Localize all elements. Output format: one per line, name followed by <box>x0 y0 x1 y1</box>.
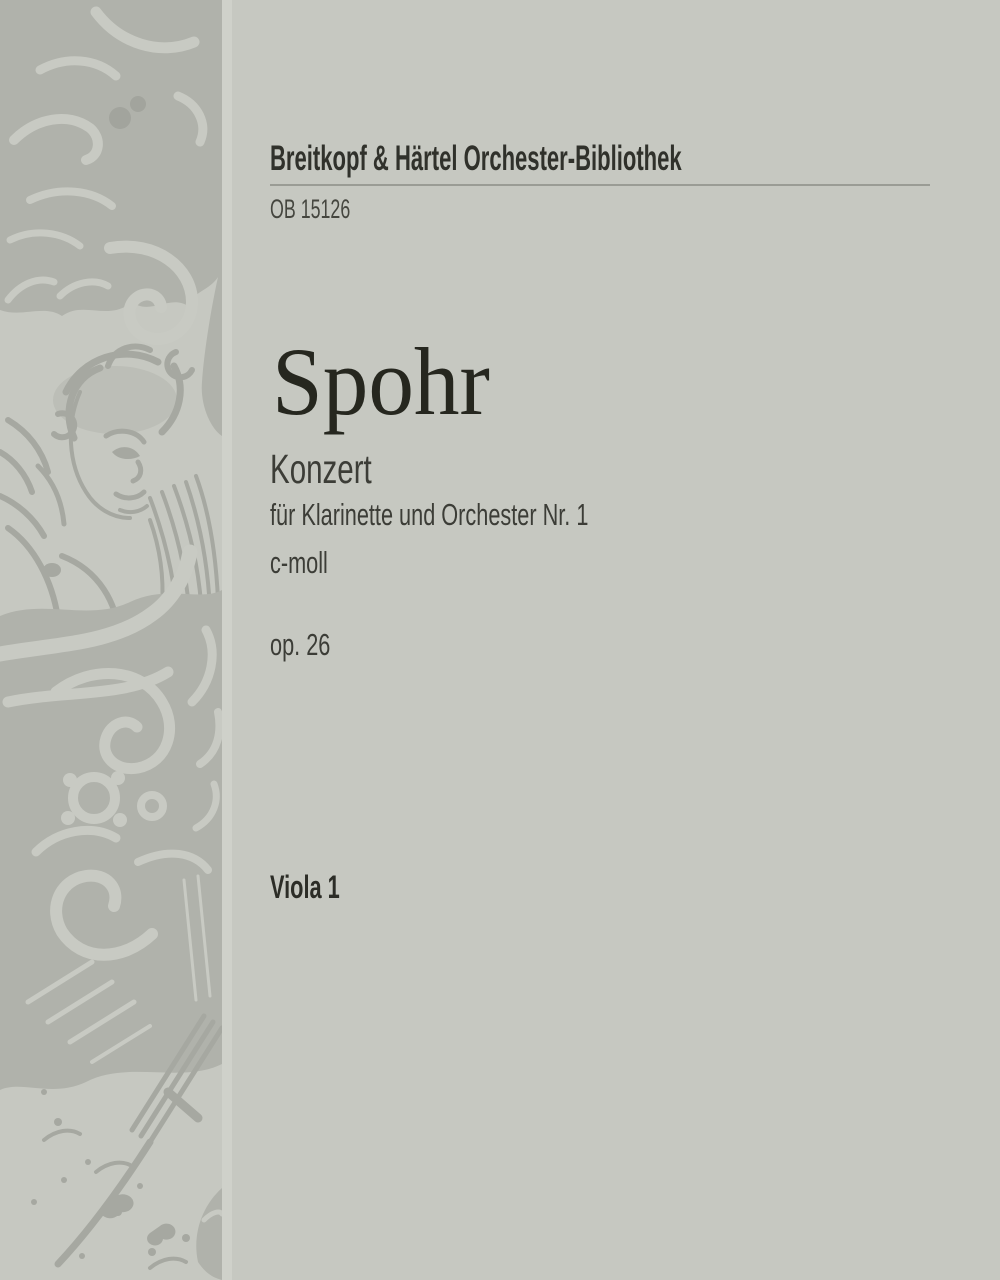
opus-number <box>270 629 356 660</box>
work-title-text: Konzert <box>270 446 372 492</box>
header-rule <box>270 184 930 186</box>
catalog-number-text: OB 15126 <box>270 194 351 224</box>
publisher-series-text: Breitkopf & Härtel Orchester-Bibliothek <box>270 139 682 178</box>
composer-name-text: Spohr <box>272 328 490 435</box>
work-key <box>270 547 353 578</box>
part-name-label <box>270 871 373 903</box>
work-key-text: c-moll <box>270 545 328 580</box>
composer-name <box>272 328 501 435</box>
band-divider-strip <box>222 0 232 1280</box>
work-title <box>270 446 411 492</box>
part-name-text: Viola 1 <box>270 869 340 905</box>
ornament-middle-scrolls <box>0 552 222 1090</box>
catalog-number <box>270 196 392 223</box>
opus-number-text: op. 26 <box>270 627 331 662</box>
work-subtitle-text: für Klarinette und Orchester Nr. 1 <box>270 497 589 532</box>
baroque-ornament-illustration <box>0 0 222 1280</box>
work-subtitle <box>270 499 725 530</box>
publisher-series-header <box>270 141 923 176</box>
